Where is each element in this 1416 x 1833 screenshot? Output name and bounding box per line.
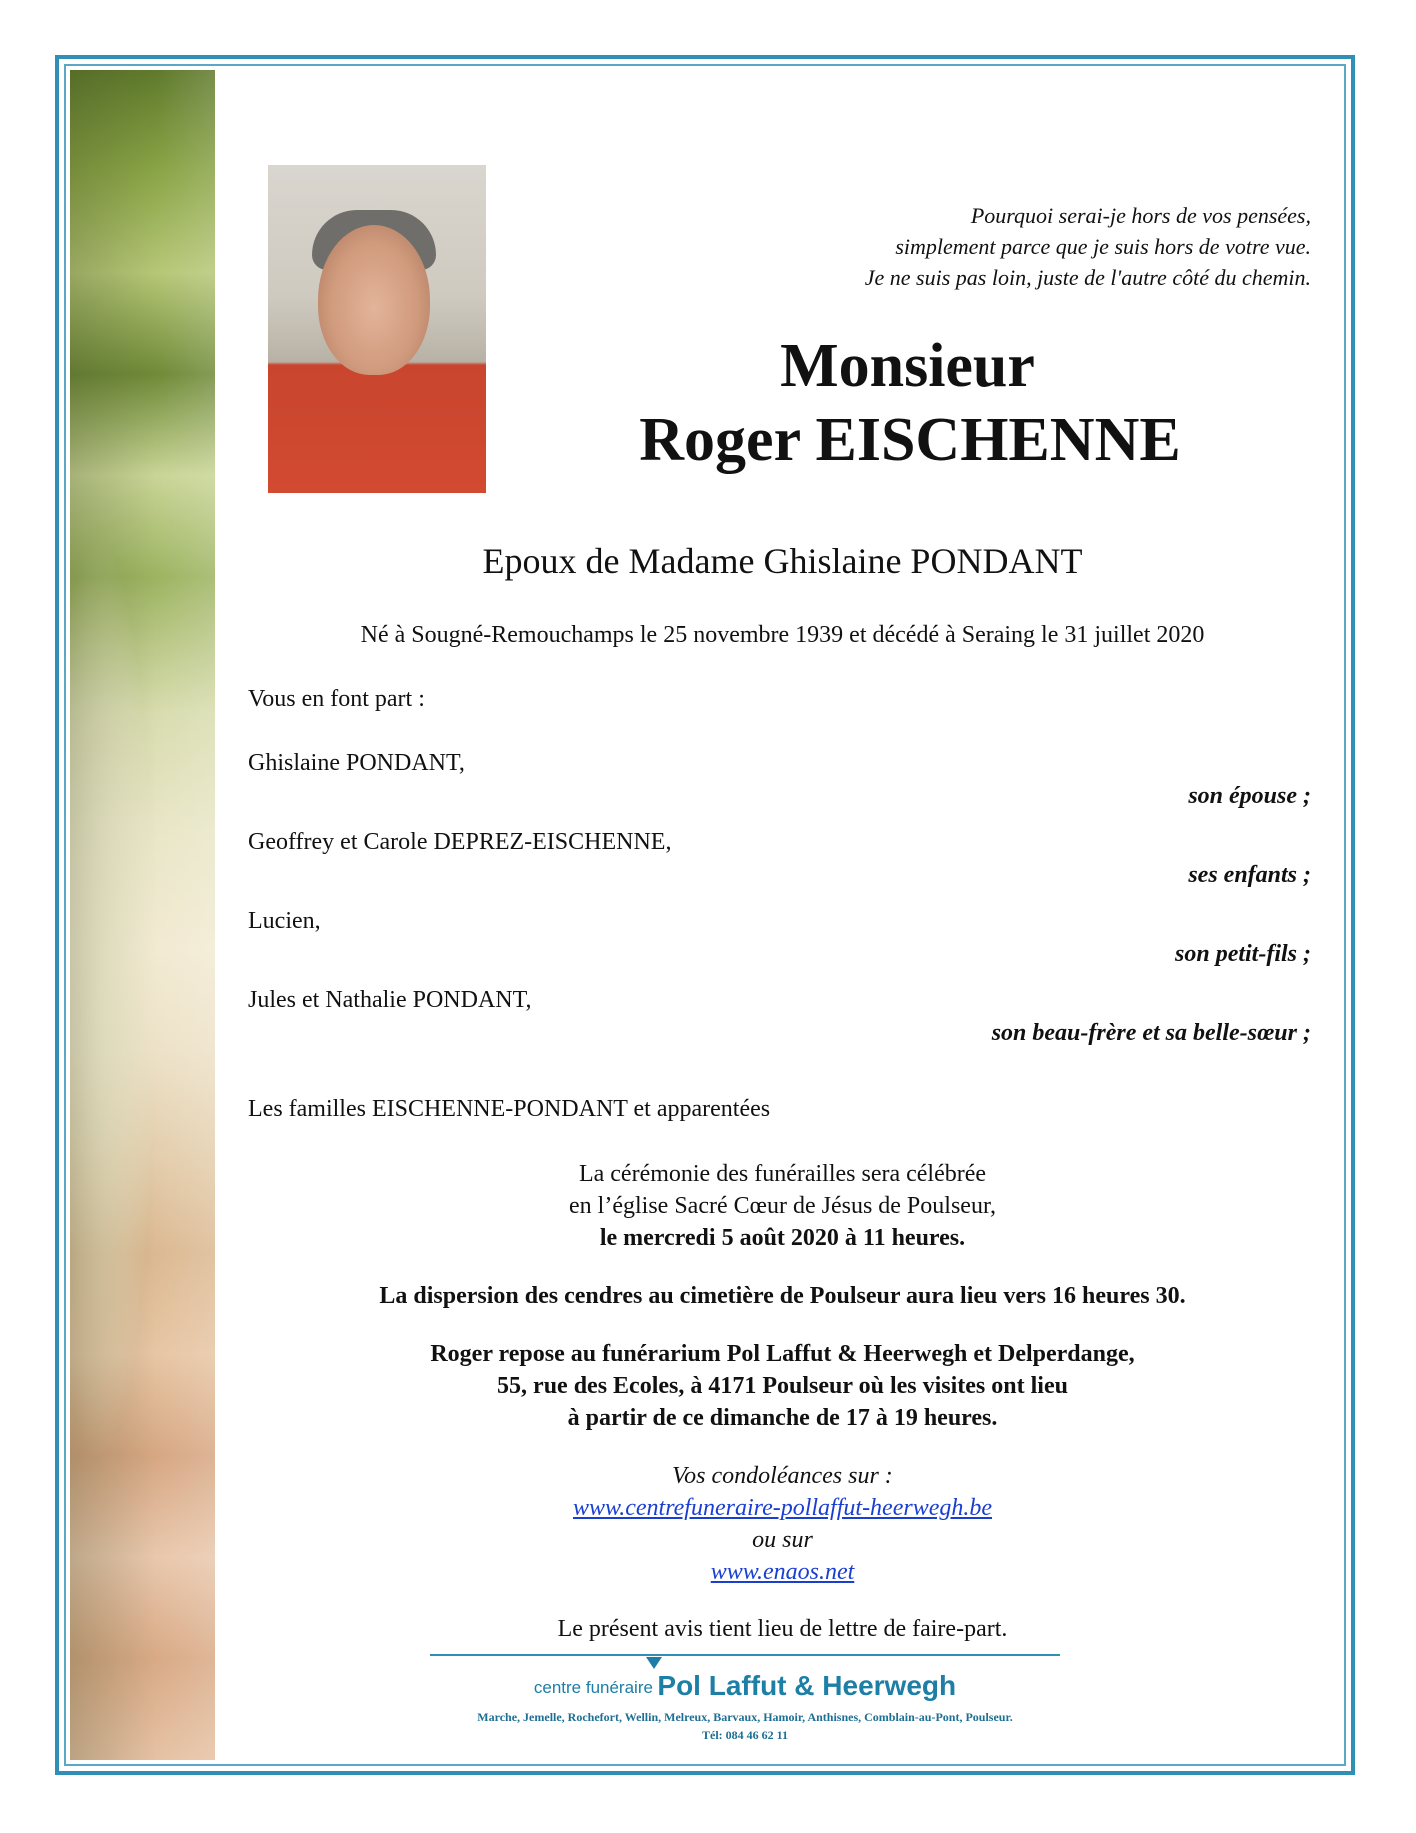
- rest-block: [250, 1338, 1315, 1434]
- condolences-block: [250, 1460, 1315, 1588]
- deceased-name: Roger EISCHENNE: [639, 406, 1181, 474]
- condolences-link-2[interactable]: www.enaos.net: [710, 1559, 855, 1585]
- brand-prefix: centre funéraire: [533, 1678, 653, 1697]
- condolences-or: ou sur: [752, 1527, 813, 1553]
- poem-line: Pourquoi serai-je hors de vos pensées,: [970, 203, 1311, 228]
- family-relation: son petit-fils ;: [1175, 941, 1311, 967]
- condolences-link-1[interactable]: www.centrefuneraire-pollaffut-heerwegh.be: [572, 1495, 993, 1521]
- family-relation: son épouse ;: [1188, 783, 1311, 809]
- ceremony-date: le mercredi 5 août 2020 à 11 heures.: [599, 1225, 966, 1251]
- family-names: Lucien,: [248, 908, 321, 934]
- forest-path-image: [70, 70, 215, 1760]
- dispersion-line: La dispersion des cendres au cimetière de Poulseur aura lieu vers 16 heures 30.: [379, 1283, 1186, 1309]
- condolences-intro: Vos condoléances sur :: [672, 1463, 893, 1489]
- poem-line: simplement parce que je suis hors de votre vue.: [895, 234, 1311, 259]
- family-names: Geoffrey et Carole DEPREZ-EISCHENNE,: [248, 829, 672, 855]
- spouse-line: Epoux de Madame Ghislaine PONDANT: [482, 541, 1083, 581]
- ceremony-line: en l’église Sacré Cœur de Jésus de Poulseur,: [569, 1193, 996, 1219]
- ceremony-block: [250, 1158, 1315, 1254]
- dates-line: Né à Sougné-Remouchamps le 25 novembre 1939 et décédé à Seraing le 31 juillet 2020: [360, 622, 1205, 648]
- footer-phone: Tél: 084 46 62 11: [702, 1728, 788, 1742]
- notice-line: Le présent avis tient lieu de lettre de faire-part.: [557, 1616, 1008, 1642]
- brand-name: Pol Laffut & Heerwegh: [657, 1670, 957, 1701]
- family-names: Ghislaine PONDANT,: [248, 750, 465, 776]
- brand-triangle-icon: [646, 1657, 662, 1669]
- rest-line: Roger repose au funérarium Pol Laffut & Heerwegh et Delperdange,: [430, 1341, 1135, 1367]
- rest-line: 55, rue des Ecoles, à 4171 Poulseur où les visites ont lieu: [497, 1373, 1068, 1399]
- family-relation: son beau-frère et sa belle-sœur ;: [991, 1020, 1311, 1046]
- footer-brand: [430, 1670, 1060, 1702]
- deceased-title: Monsieur: [780, 332, 1035, 400]
- families-line: Les familles EISCHENNE-PONDANT et apparentées: [248, 1096, 771, 1122]
- rest-line: à partir de ce dimanche de 17 à 19 heures.: [567, 1405, 998, 1431]
- family-names: Jules et Nathalie PONDANT,: [248, 987, 532, 1013]
- portrait-photo: [268, 165, 486, 493]
- ceremony-line: La cérémonie des funérailles sera célébrée: [578, 1161, 987, 1187]
- footer-divider: [430, 1654, 1060, 1656]
- family-relation: ses enfants ;: [1188, 862, 1311, 888]
- announcement-intro: Vous en font part :: [248, 686, 425, 712]
- poem-line: Je ne suis pas loin, juste de l'autre côté du chemin.: [864, 265, 1311, 290]
- poem: [611, 200, 1311, 293]
- footer-locations: Marche, Jemelle, Rochefort, Wellin, Melreux, Barvaux, Hamoir, Anthisnes, Comblain-au-Pont, Poulseur.: [477, 1710, 1013, 1724]
